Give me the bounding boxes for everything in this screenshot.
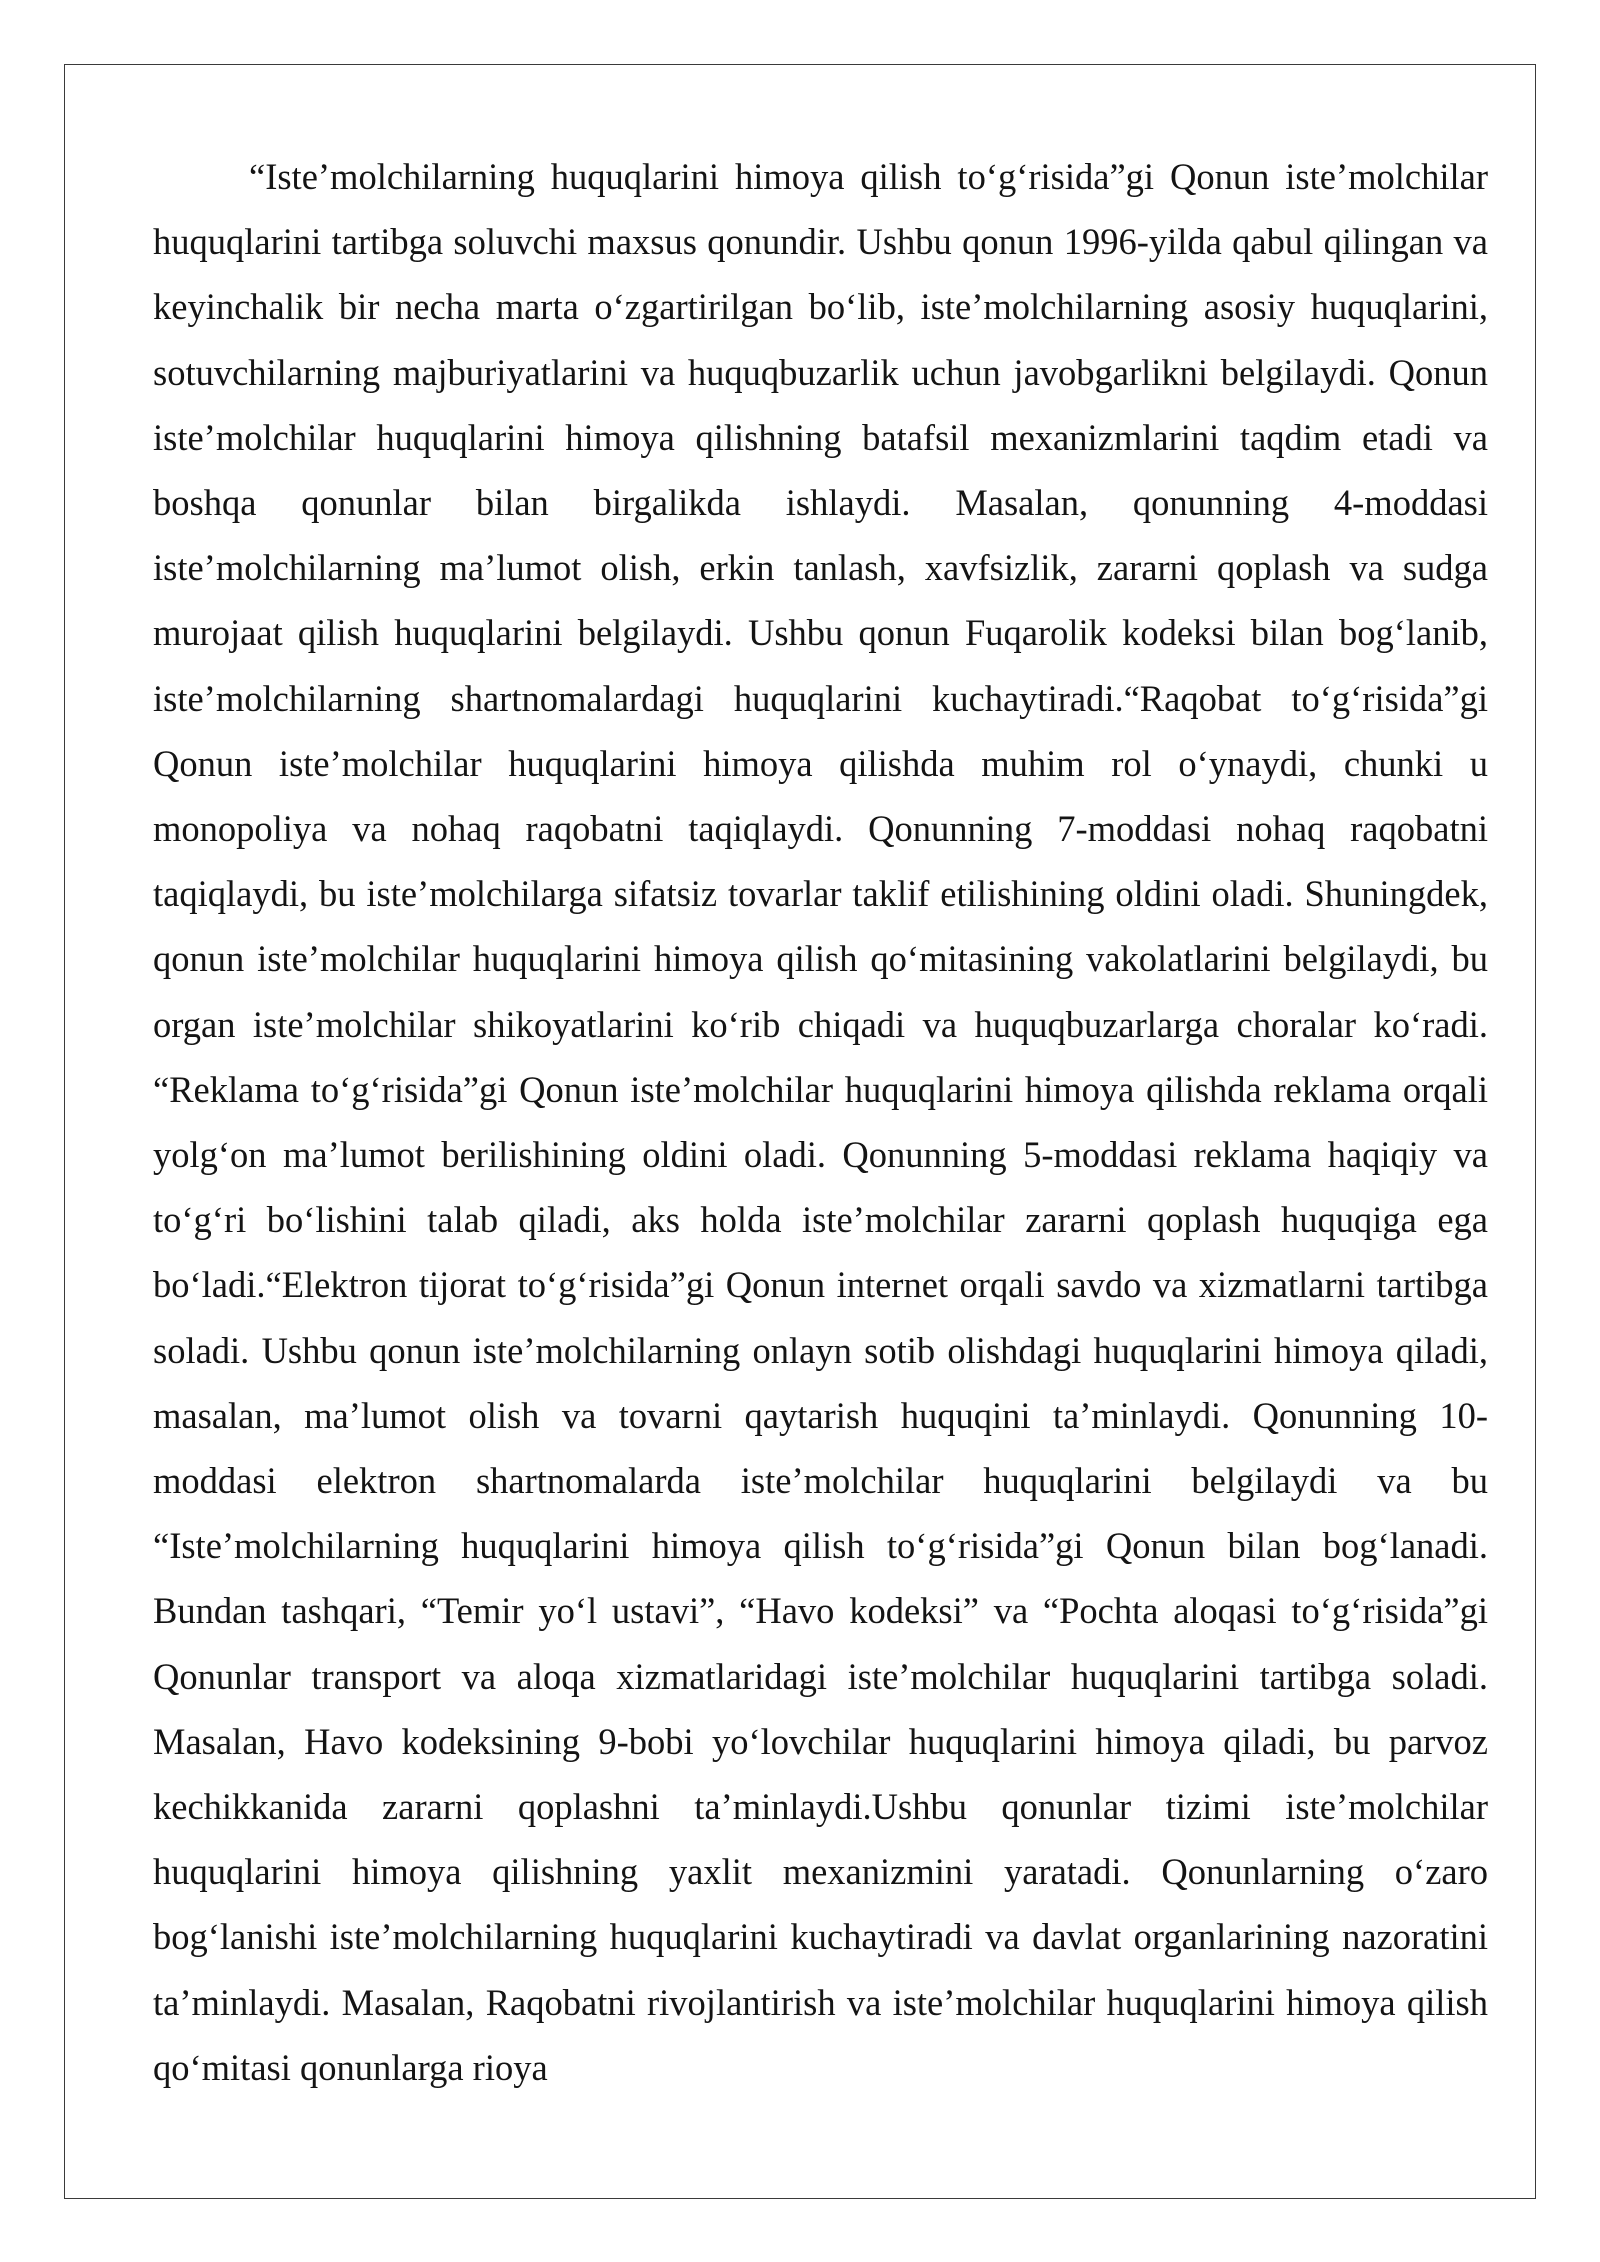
body-paragraph: “Iste’molchilarning huquqlarini himoya qilish to‘g‘risida”gi Qonun iste’molchilar huquqlarini tartibga soluvchi maxsus qonundir. Ushbu qonun 1996-yilda qabul qilingan va keyinchalik bir necha marta o‘zgartirilgan bo‘lib, iste’molchilarning asosiy huquqlarini, sotuvchilarning majburiyatlarini va huquqbuzarlik uchun javobgarlikni belgilaydi. Qonun iste’molchilar huquqlarini himoya qilishning batafsil mexanizmlarini taqdim etadi va boshqa qonunlar bilan birgalikda ishlaydi. Masalan, qonunning 4-moddasi iste’molchilarning ma’lumot olish, erkin tanlash, xavfsizlik, zararni qoplash va sudga murojaat qilish huquqlarini belgilaydi. Ushbu qonun Fuqarolik kodeksi bilan bog‘lanib, iste’molchilarning shartnomalardagi huquqlarini kuchaytiradi.“Raqobat to‘g‘risida”gi Qonun iste’molchilar huquqlarini himoya qilishda muhim rol o‘ynaydi, chunki u monopoliya va nohaq raqobatni taqiqlaydi. Qonunning 7-moddasi nohaq raqobatni taqiqlaydi, bu iste’molchilarga sifatsiz tovarlar taklif etilishining oldini oladi. Shuningdek, qonun iste’molchilar huquqlarini himoya qilish qo‘mitasining vakolatlarini belgilaydi, bu organ iste’molchilar shikoyatlarini ko‘rib chiqadi va huquqbuzarlarga choralar ko‘radi. “Reklama to‘g‘risida”gi Qonun iste’molchilar huquqlarini himoya qilishda reklama orqali yolg‘on ma’lumot berilishining oldini oladi. Qonunning 5-moddasi reklama haqiqiy va to‘g‘ri bo‘lishini talab qiladi, aks holda iste’molchilar zararni qoplash huquqiga ega bo‘ladi.“Elektron tijorat to‘g‘risida”gi Qonun internet orqali savdo va xizmatlarni tartibga soladi. Ushbu qonun iste’molchilarning onlayn sotib olishdagi huquqlarini himoya qiladi, masalan, ma’lumot olish va tovarni qaytarish huquqini ta’minlaydi. Qonunning 10-moddasi elektron shartnomalarda iste’molchilar huquqlarini belgilaydi va bu “Iste’molchilarning huquqlarini himoya qilish to‘g‘risida”gi Qonun bilan bog‘lanadi. Bundan tashqari, “Temir yo‘l ustavi”, “Havo kodeksi” va “Pochta aloqasi to‘g‘risida”gi Qonunlar transport va aloqa xizmatlaridagi iste’molchilar huquqlarini tartibga soladi. Masalan, Havo kodeksining 9-bobi yo‘lovchilar huquqlarini himoya qiladi, bu parvoz kechikkanida zararni qoplashni ta’minlaydi.Ushbu qonunlar tizimi iste’molchilar huquqlarini himoya qilishning yaxlit mexanizmini yaratadi. Qonunlarning o‘zaro bog‘lanishi iste’molchilarning huquqlarini kuchaytiradi va davlat organlarining nazoratini ta’minlaydi. Masalan, Raqobatni rivojlantirish va iste’molchilar huquqlarini himoya qilish qo‘mitasi qonunlarga rioya [153, 156, 1488, 2088]
